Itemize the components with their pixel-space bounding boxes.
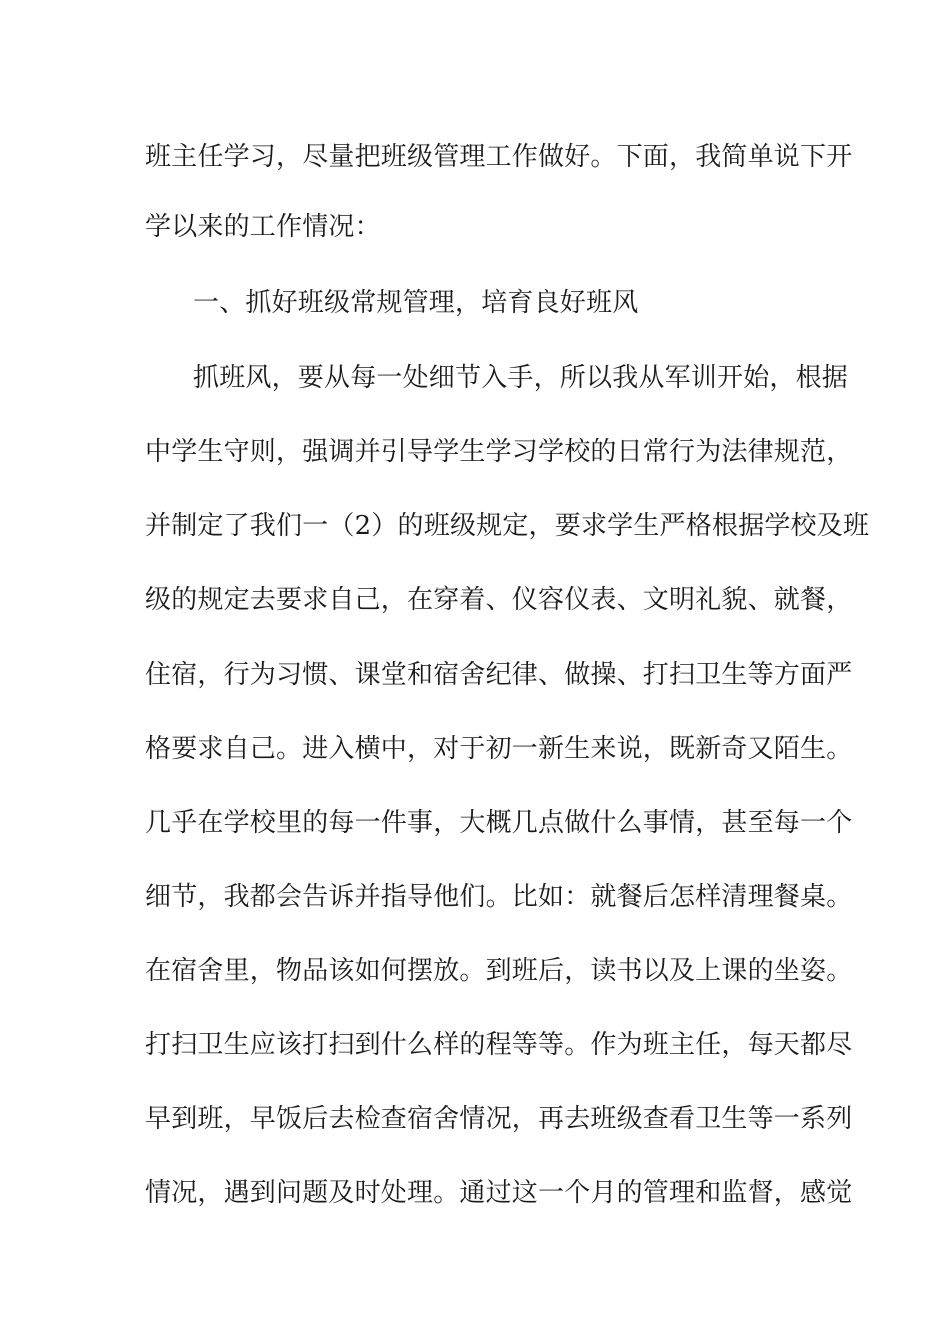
paragraph-line: 抓班风，要从每一处细节入手，所以我从军训开始，根据 (193, 363, 849, 393)
paragraph-line: 住宿，行为习惯、课堂和宿舍纪律、做操、打扫卫生等方面严 (145, 660, 853, 690)
paragraph-line: 学以来的工作情况： (145, 212, 381, 242)
paragraph-line: 级的规定去要求自己，在穿着、仪容仪表、文明礼貌、就餐， (145, 585, 853, 615)
paragraph-line: 几乎在学校里的每一件事，大概几点做什么事情，甚至每一个 (145, 808, 853, 838)
paragraph-line: 细节，我都会告诉并指导他们。比如：就餐后怎样清理餐桌。 (145, 882, 853, 912)
paragraph-line: 情况，遇到问题及时处理。通过这一个月的管理和监督，感觉 (145, 1178, 853, 1208)
paragraph-line: 格要求自己。进入横中，对于初一新生来说，既新奇又陌生。 (145, 734, 853, 764)
paragraph-line: 早到班，早饭后去检查宿舍情况，再去班级查看卫生等一系列 (145, 1104, 853, 1134)
paragraph-line: 在宿舍里，物品该如何摆放。到班后，读书以及上课的坐姿。 (145, 956, 853, 986)
paragraph-line: 并制定了我们一（2）的班级规定，要求学生严格根据学校及班 (145, 511, 870, 541)
paragraph-line: 中学生守则，强调并引导学生学习学校的日常行为法律规范， (145, 437, 853, 467)
paragraph-line: 班主任学习，尽量把班级管理工作做好。下面，我简单说下开 (145, 142, 853, 172)
section-heading: 一、抓好班级常规管理，培育良好班风 (193, 288, 639, 318)
paragraph-line: 打扫卫生应该打扫到什么样的程等等。作为班主任，每天都尽 (145, 1030, 853, 1060)
